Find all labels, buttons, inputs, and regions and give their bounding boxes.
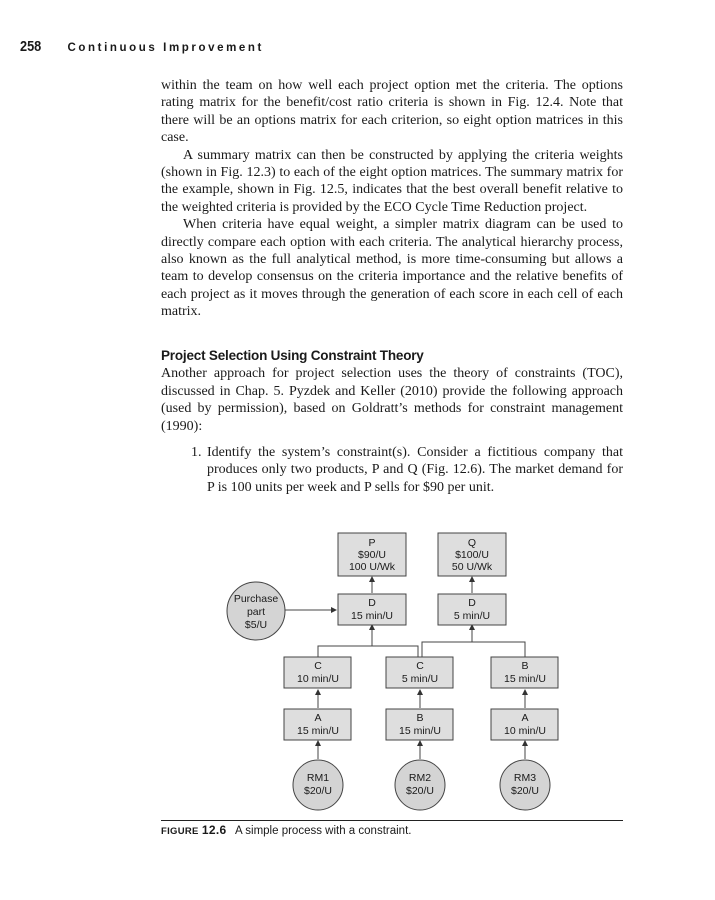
rm1-name: RM1 (306, 772, 330, 784)
step-d2-name: D (468, 597, 476, 609)
step-d2-time: 5 min/U (453, 610, 491, 622)
step-d1-time: 15 min/U (350, 610, 394, 622)
product-p-demand: 100 U/Wk (348, 561, 396, 573)
raw-material-rm3 (500, 760, 550, 810)
page-number: 258 (20, 38, 42, 55)
figure-caption (161, 823, 411, 837)
step-b1-time: 15 min/U (503, 673, 547, 685)
paragraph-1: within the team on how well each project option met the criteria. The options rating matrix for the benefit/cost ratio criteria is shown in Fig. 12.4. Note that there will be an options matrix for each criterion, so eight option matrices in this case. (161, 78, 623, 146)
section-heading: Project Selection Using Constraint Theory (161, 348, 424, 363)
caption-text: A simple process with a constraint. (235, 825, 412, 837)
product-p-price: $90/U (357, 549, 387, 561)
product-q-price: $100/U (455, 549, 489, 561)
step-b1-box (491, 657, 558, 688)
step-d2-box (438, 594, 506, 625)
product-q-demand: 50 U/Wk (451, 561, 493, 573)
rm3-name: RM3 (513, 772, 537, 784)
purchase-part-circle (227, 582, 285, 640)
step-c1-box (284, 657, 351, 688)
step-a2-name: A (521, 712, 529, 724)
step-a2-time: 10 min/U (503, 725, 547, 737)
step-c1-time: 10 min/U (296, 673, 340, 685)
step-c2-box (386, 657, 453, 688)
running-title: Continuous Improvement (67, 42, 264, 54)
paragraph-4: Another approach for project selection uses the theory of constraints (TOC), discussed in Chap. 5. Pyzdek and Keller (2010) provide the following approach (used by permission), based on Goldratt’s methods for constraint management (1990): (161, 366, 623, 434)
step-d1-box (338, 594, 406, 625)
step-c2-name: C (416, 660, 424, 672)
figure-word: FIGURE (161, 826, 199, 837)
list-text: Identify the system’s constraint(s). Consider a fictitious company that produces only two products, P and Q (Fig. 12.6). The market demand for P is 100 units per week and P sells for $90 per unit. (207, 445, 623, 495)
product-p-box (338, 533, 406, 576)
product-q-box (438, 533, 506, 576)
step-a2-box (491, 709, 558, 740)
caption-rule (161, 820, 623, 821)
purchase-line-2: part (246, 606, 266, 618)
step-a1-time: 15 min/U (296, 725, 340, 737)
step-b2-time: 15 min/U (398, 725, 442, 737)
paragraph-2: A summary matrix can then be constructed by applying the criteria weights (shown in Fig. 12.3) to each of the eight option matrices. The summary matrix for the example, shown in Fig. 12.5, indicates that the best overall benefit relative to the weighted criteria is provided by the ECO Cycle Time Reduction project. (161, 147, 623, 215)
product-q-name: Q (467, 537, 477, 549)
step-c2-time: 5 min/U (401, 673, 439, 685)
rm3-cost: $20/U (510, 785, 540, 797)
step-d1-name: D (368, 597, 376, 609)
rm1-cost: $20/U (303, 785, 333, 797)
purchase-line-1: Purchase (233, 593, 279, 605)
list-number: 1. (191, 445, 202, 460)
step-b2-box (386, 709, 453, 740)
paragraph-3: When criteria have equal weight, a simpler matrix diagram can be used to directly compare each option with each criteria. The analytical hierarchy process, also known as the full analytical method, is more time-consuming but allows a team to develop consensus on the criteria importance and the relative benefits of each project as it moves through the generation of each score in each cell of each matrix. (161, 217, 623, 320)
figure-number: 12.6 (201, 823, 227, 837)
purchase-line-3: $5/U (244, 619, 268, 631)
raw-material-rm1 (293, 760, 343, 810)
step-a1-box (284, 709, 351, 740)
rm2-cost: $20/U (405, 785, 435, 797)
product-p-name: P (368, 537, 376, 549)
step-a1-name: A (314, 712, 322, 724)
step-b1-name: B (521, 660, 529, 672)
figure-label (161, 825, 226, 837)
rm2-name: RM2 (408, 772, 432, 784)
step-b2-name: B (416, 712, 424, 724)
step-c1-name: C (314, 660, 322, 672)
raw-material-rm2 (395, 760, 445, 810)
